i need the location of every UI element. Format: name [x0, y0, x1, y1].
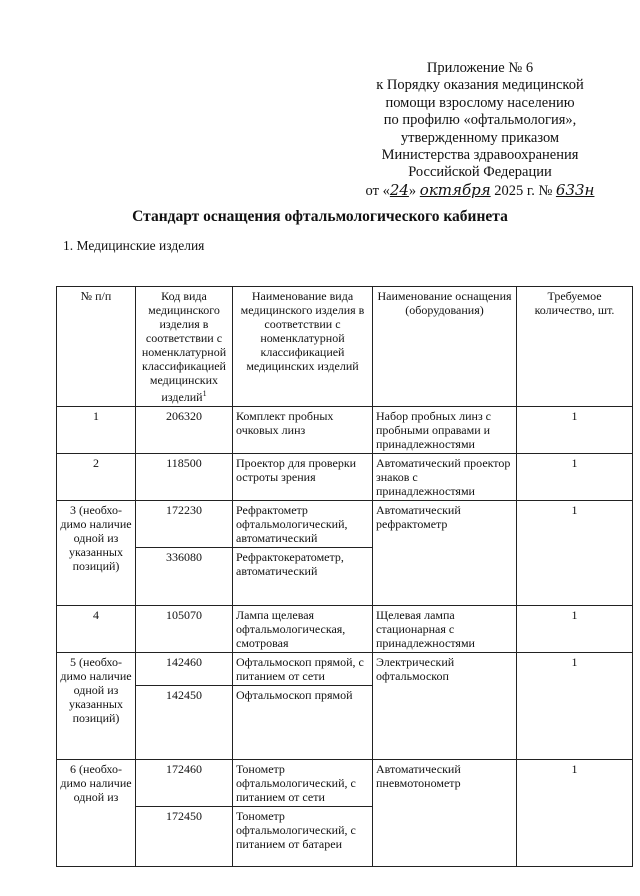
- cell-num: 1: [57, 407, 136, 454]
- page-bottom-margin: [0, 876, 640, 896]
- cell-name: Комплект пробных очковых линз: [233, 407, 373, 454]
- cell-equipment: Электрический офтальмоскоп: [373, 653, 517, 760]
- cell-name: Офтальмоскоп прямой: [233, 686, 373, 760]
- cell-name: Рефрактометр офтальмологический, автоматический: [233, 501, 373, 548]
- document-title: Стандарт оснащения офтальмологического кабинета: [132, 208, 508, 225]
- cell-equipment: Автоматический пневмотонометр: [373, 760, 517, 867]
- header-code: Код вида медицинского изделия в соответствии с номенклатурной классификацией медицинских изделий$^1$: [136, 287, 233, 407]
- table-row: [57, 606, 633, 653]
- cell-qty: 1: [517, 606, 633, 653]
- cell-qty: 1: [517, 760, 633, 867]
- cell-num: 5 (необхо-димо наличие одной из указанных позиций): [57, 653, 136, 760]
- approval-line: к Порядку оказания медицинской: [376, 77, 584, 94]
- table-header-row: [57, 287, 633, 407]
- cell-qty: 1: [517, 501, 633, 606]
- cell-name: Тонометр офтальмологический, с питанием от батареи: [233, 807, 373, 867]
- cell-equipment: Автоматический рефрактометр: [373, 501, 517, 606]
- cell-num: 2: [57, 454, 136, 501]
- cell-num: 6 (необхо-димо наличие одной из: [57, 760, 136, 867]
- header-name: Наименование вида медицинского изделия в соответствии с номенклатурной классификацией медицинских изделий: [233, 287, 373, 407]
- approval-line: Министерства здравоохранения: [381, 147, 579, 164]
- approval-line: по профилю «офтальмология»,: [383, 112, 577, 129]
- cell-qty: 1: [517, 407, 633, 454]
- header-num: № п/п: [57, 287, 136, 407]
- cell-code: 172450: [136, 807, 233, 867]
- approval-line: утвержденному приказом: [400, 129, 560, 146]
- cell-code: 206320: [136, 407, 233, 454]
- table-row: [57, 760, 633, 807]
- cell-name: Рефрактокератометр, автоматический: [233, 548, 373, 606]
- section-heading: 1. Медицинские изделия: [63, 238, 205, 253]
- cell-code: 105070: [136, 606, 233, 653]
- approval-line: помощи взрослому населению: [385, 94, 575, 111]
- cell-code: 172460: [136, 760, 233, 807]
- header-equipment: Наименование оснащения (оборудования): [373, 287, 517, 407]
- cell-equipment: Автоматический проектор знаков с принадлежностями: [373, 454, 517, 501]
- order-date-line: от «24» октября 2025 г. № 633н: [365, 180, 595, 199]
- table-row: [57, 454, 633, 501]
- cell-name: Тонометр офтальмологический, с питанием от сети: [233, 760, 373, 807]
- cell-code: 336080: [136, 548, 233, 606]
- cell-code: 172230: [136, 501, 233, 548]
- cell-name: Офтальмоскоп прямой, с питанием от сети: [233, 653, 373, 686]
- cell-num: 4: [57, 606, 136, 653]
- cell-code: 118500: [136, 454, 233, 501]
- table-row: [57, 501, 633, 548]
- handwritten-month: октября: [419, 180, 491, 199]
- cell-qty: 1: [517, 653, 633, 760]
- approval-line: Российской Федерации: [408, 164, 552, 181]
- cell-qty: 1: [517, 454, 633, 501]
- handwritten-order-number: 633н: [555, 180, 595, 199]
- cell-name: Лампа щелевая офтальмологическая, смотровая: [233, 606, 373, 653]
- cell-code: 142460: [136, 653, 233, 686]
- cell-num: 3 (необхо-димо наличие одной из указанных позиций): [57, 501, 136, 606]
- cell-equipment: Щелевая лампа стационарная с принадлежностями: [373, 606, 517, 653]
- handwritten-day: 24: [389, 180, 409, 199]
- cell-name: Проектор для проверки остроты зрения: [233, 454, 373, 501]
- table-row: [57, 653, 633, 686]
- table-row: [57, 407, 633, 454]
- equipment-table: [56, 286, 633, 867]
- annex-number: Приложение № 6: [426, 60, 534, 76]
- header-qty: Требуемое количество, шт.: [517, 287, 633, 407]
- cell-code: 142450: [136, 686, 233, 760]
- cell-equipment: Набор пробных линз с пробными оправами и принадлежностями: [373, 407, 517, 454]
- approval-block: [340, 60, 620, 200]
